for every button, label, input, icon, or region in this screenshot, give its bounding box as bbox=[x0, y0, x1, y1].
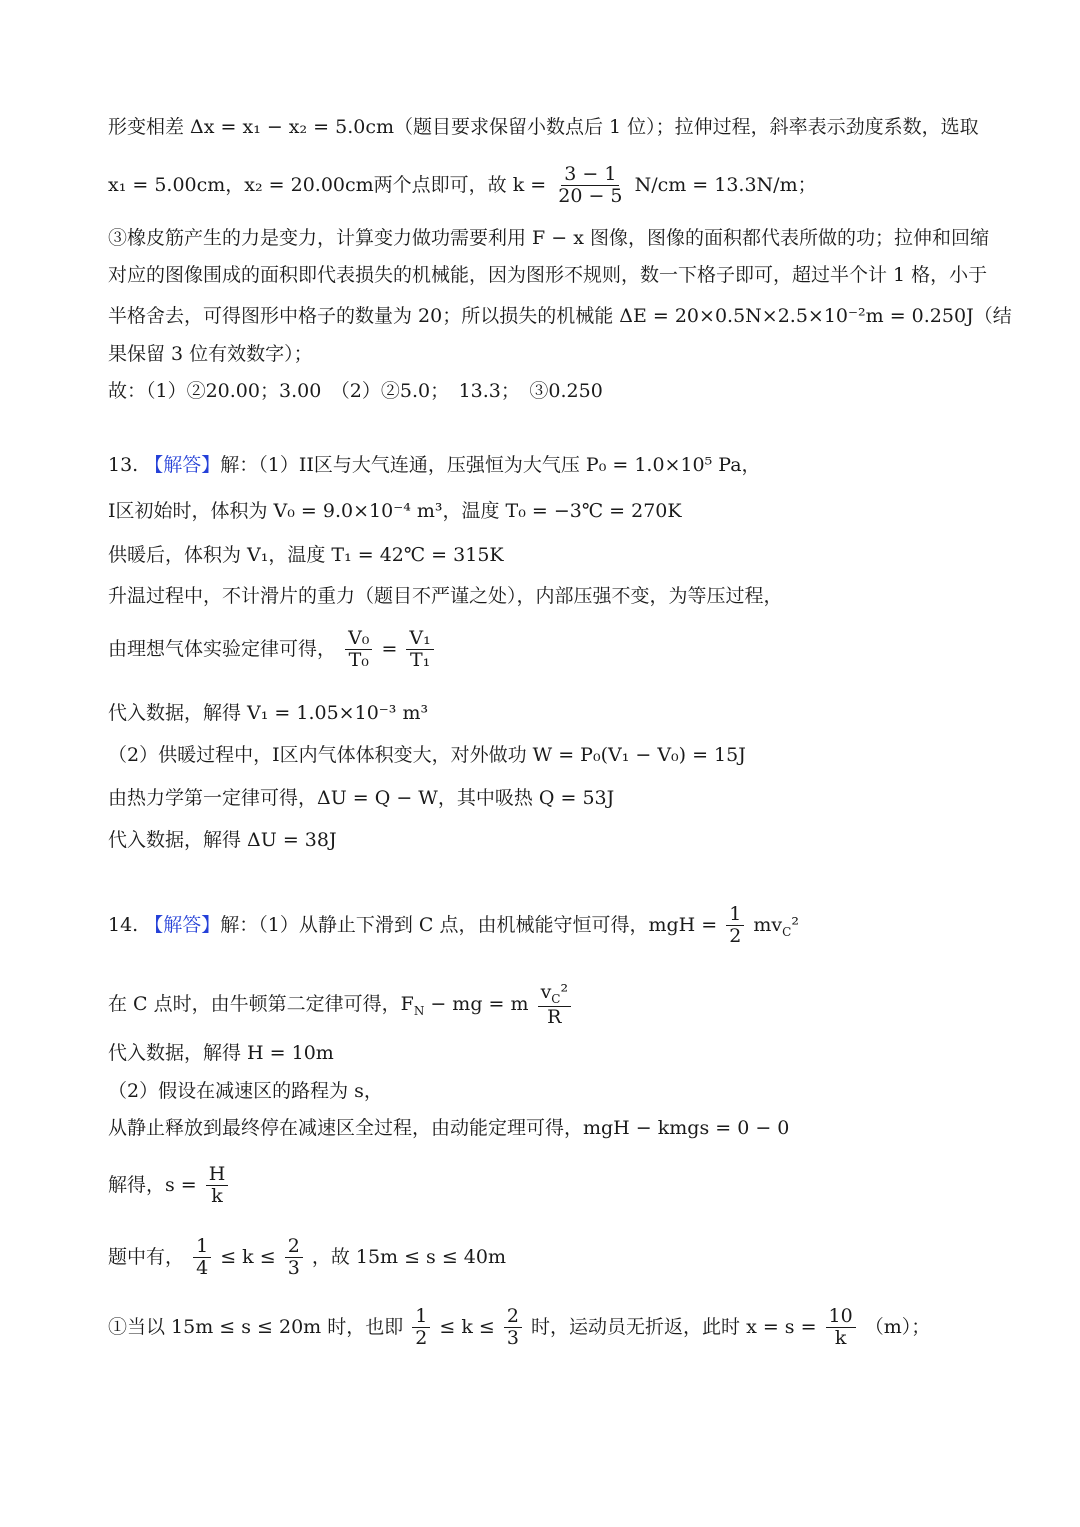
text-segment: N/cm = 13.3N/m； bbox=[634, 173, 817, 196]
question-number: 13. bbox=[108, 454, 139, 476]
fraction-numerator: V₀ bbox=[345, 628, 372, 650]
text-line: （2）假设在减速区的路程为 s， bbox=[108, 1080, 383, 1102]
answer-tag: 【解答】 bbox=[144, 454, 221, 476]
fraction-numerator: H bbox=[206, 1164, 229, 1186]
fraction-numerator: 2 bbox=[285, 1236, 303, 1258]
question-14-header bbox=[108, 904, 985, 948]
text-segment: ，故 15m ≤ s ≤ 40m bbox=[311, 1245, 507, 1268]
text-line: 半格舍去，可得图形中格子的数量为 20；所以损失的机械能 ΔE = 20×0.5N×2.5×10⁻²m = 0.250J（结 bbox=[108, 305, 1012, 327]
fraction-numerator: 10 bbox=[826, 1306, 856, 1328]
text-segment: 在 C 点时，由牛顿第二定律可得，$F_N$ − mg = m bbox=[108, 993, 529, 1019]
fraction-denominator: R bbox=[547, 1006, 562, 1029]
text-line: ③橡皮筋产生的力是变力，计算变力做功需要利用 F − x 图像，图像的面积都代表所做的功；拉伸和回缩 bbox=[108, 227, 989, 249]
text-segment: x₁ = 5.00cm，x₂ = 20.00cm两个点即可，故 k = bbox=[108, 173, 547, 196]
fraction bbox=[826, 1306, 856, 1350]
fraction bbox=[406, 628, 433, 672]
fraction-denominator: 4 bbox=[196, 1257, 209, 1280]
text-segment: 解：（1）II区与大气连通，压强恒为大气压 P₀ = 1.0×10⁵ Pa， bbox=[220, 454, 761, 476]
fraction-denominator: k bbox=[834, 1327, 847, 1350]
text-segment: 题中有， bbox=[108, 1245, 185, 1268]
fraction-numerator: 2 bbox=[504, 1306, 522, 1328]
text-line: I区初始时，体积为 V₀ = 9.0×10⁻⁴ m³，温度 T₀ = −3℃ = 270K bbox=[108, 500, 682, 522]
fraction-denominator: 20 − 5 bbox=[558, 185, 623, 208]
gas-law-line bbox=[108, 628, 985, 672]
text-line: （2）供暖过程中，I区内气体体积变大，对外做功 W = P₀(V₁ − V₀) = 15J bbox=[108, 744, 746, 766]
text-line: 升温过程中，不计滑片的重力（题目不严谨之处），内部压强不变，为等压过程， bbox=[108, 585, 783, 607]
text-segment: 解：（1）从静止下滑到 C 点，由机械能守恒可得，mgH = bbox=[220, 913, 718, 936]
fraction bbox=[412, 1306, 430, 1350]
text-segment: 由理想气体实验定律可得， bbox=[108, 637, 337, 660]
text-line: 对应的图像围成的面积即代表损失的机械能，因为图形不规则，数一下格子即可，超过半个计 1 格，小于 bbox=[108, 264, 988, 286]
spring-constant-line bbox=[108, 164, 985, 208]
text-line: 供暖后，体积为 V₁，温度 T₁ = 42℃ = 315K bbox=[108, 544, 504, 566]
text-segment: 时，运动员无折返，此时 x = s = bbox=[531, 1315, 817, 1338]
equals-sign: = bbox=[381, 637, 398, 660]
fraction-denominator: k bbox=[211, 1185, 223, 1208]
text-segment: ①当以 15m ≤ s ≤ 20m 时，也即 bbox=[108, 1315, 404, 1338]
fraction bbox=[726, 904, 744, 948]
fraction bbox=[193, 1236, 211, 1280]
text-line: 形变相差 Δx = x₁ − x₂ = 5.0cm（题目要求保留小数点后 1 位）；拉伸过程，斜率表示劲度系数，选取 bbox=[108, 116, 979, 138]
fraction-denominator: 2 bbox=[729, 925, 742, 948]
fraction bbox=[538, 982, 572, 1029]
text-segment: $mv_C^2$ bbox=[753, 913, 799, 939]
text-line: 由热力学第一定律可得，ΔU = Q − W，其中吸热 Q = 53J bbox=[108, 787, 615, 809]
case-1-line bbox=[108, 1306, 985, 1350]
fraction-denominator: 2 bbox=[415, 1327, 428, 1350]
fraction-denominator: T₁ bbox=[409, 649, 431, 672]
fraction bbox=[345, 628, 372, 672]
fraction bbox=[504, 1306, 522, 1350]
fraction-numerator: 1 bbox=[726, 904, 744, 926]
text-segment: 解得，s = bbox=[108, 1173, 197, 1196]
fraction-denominator: T₀ bbox=[348, 649, 369, 672]
answer-summary-line: 故：（1）②20.00；3.00 （2）②5.0； 13.3； ③0.250 bbox=[108, 380, 603, 402]
text-line: 代入数据，解得 H = 10m bbox=[108, 1042, 334, 1064]
fraction-numerator: V₁ bbox=[406, 628, 433, 650]
fraction bbox=[555, 164, 625, 208]
fraction-numerator: 1 bbox=[412, 1306, 430, 1328]
text-line: 代入数据，解得 ΔU = 38J bbox=[108, 829, 337, 851]
question-number: 14. bbox=[108, 913, 139, 936]
distance-line bbox=[108, 1164, 985, 1208]
fraction-numerator: 1 bbox=[193, 1236, 211, 1258]
fraction-denominator: 3 bbox=[506, 1327, 519, 1350]
newton-law-line bbox=[108, 982, 985, 1029]
text-line: 代入数据，解得 V₁ = 1.05×10⁻³ m³ bbox=[108, 702, 429, 724]
text-line: 果保留 3 位有效数字）； bbox=[108, 343, 313, 365]
fraction-numerator: $v_C^2$ bbox=[538, 982, 572, 1007]
text-segment: ≤ k ≤ bbox=[439, 1315, 495, 1338]
question-13-header bbox=[108, 452, 985, 478]
range-line bbox=[108, 1236, 985, 1280]
answer-tag: 【解答】 bbox=[144, 913, 221, 936]
text-line: 从静止释放到最终停在减速区全过程，由动能定理可得，mgH − kmgs = 0 − 0 bbox=[108, 1117, 790, 1139]
text-segment: ≤ k ≤ bbox=[220, 1245, 276, 1268]
text-segment: （m）； bbox=[864, 1315, 931, 1338]
fraction bbox=[206, 1164, 229, 1208]
fraction bbox=[285, 1236, 303, 1280]
fraction-numerator: 3 − 1 bbox=[561, 164, 619, 186]
fraction-denominator: 3 bbox=[287, 1257, 300, 1280]
